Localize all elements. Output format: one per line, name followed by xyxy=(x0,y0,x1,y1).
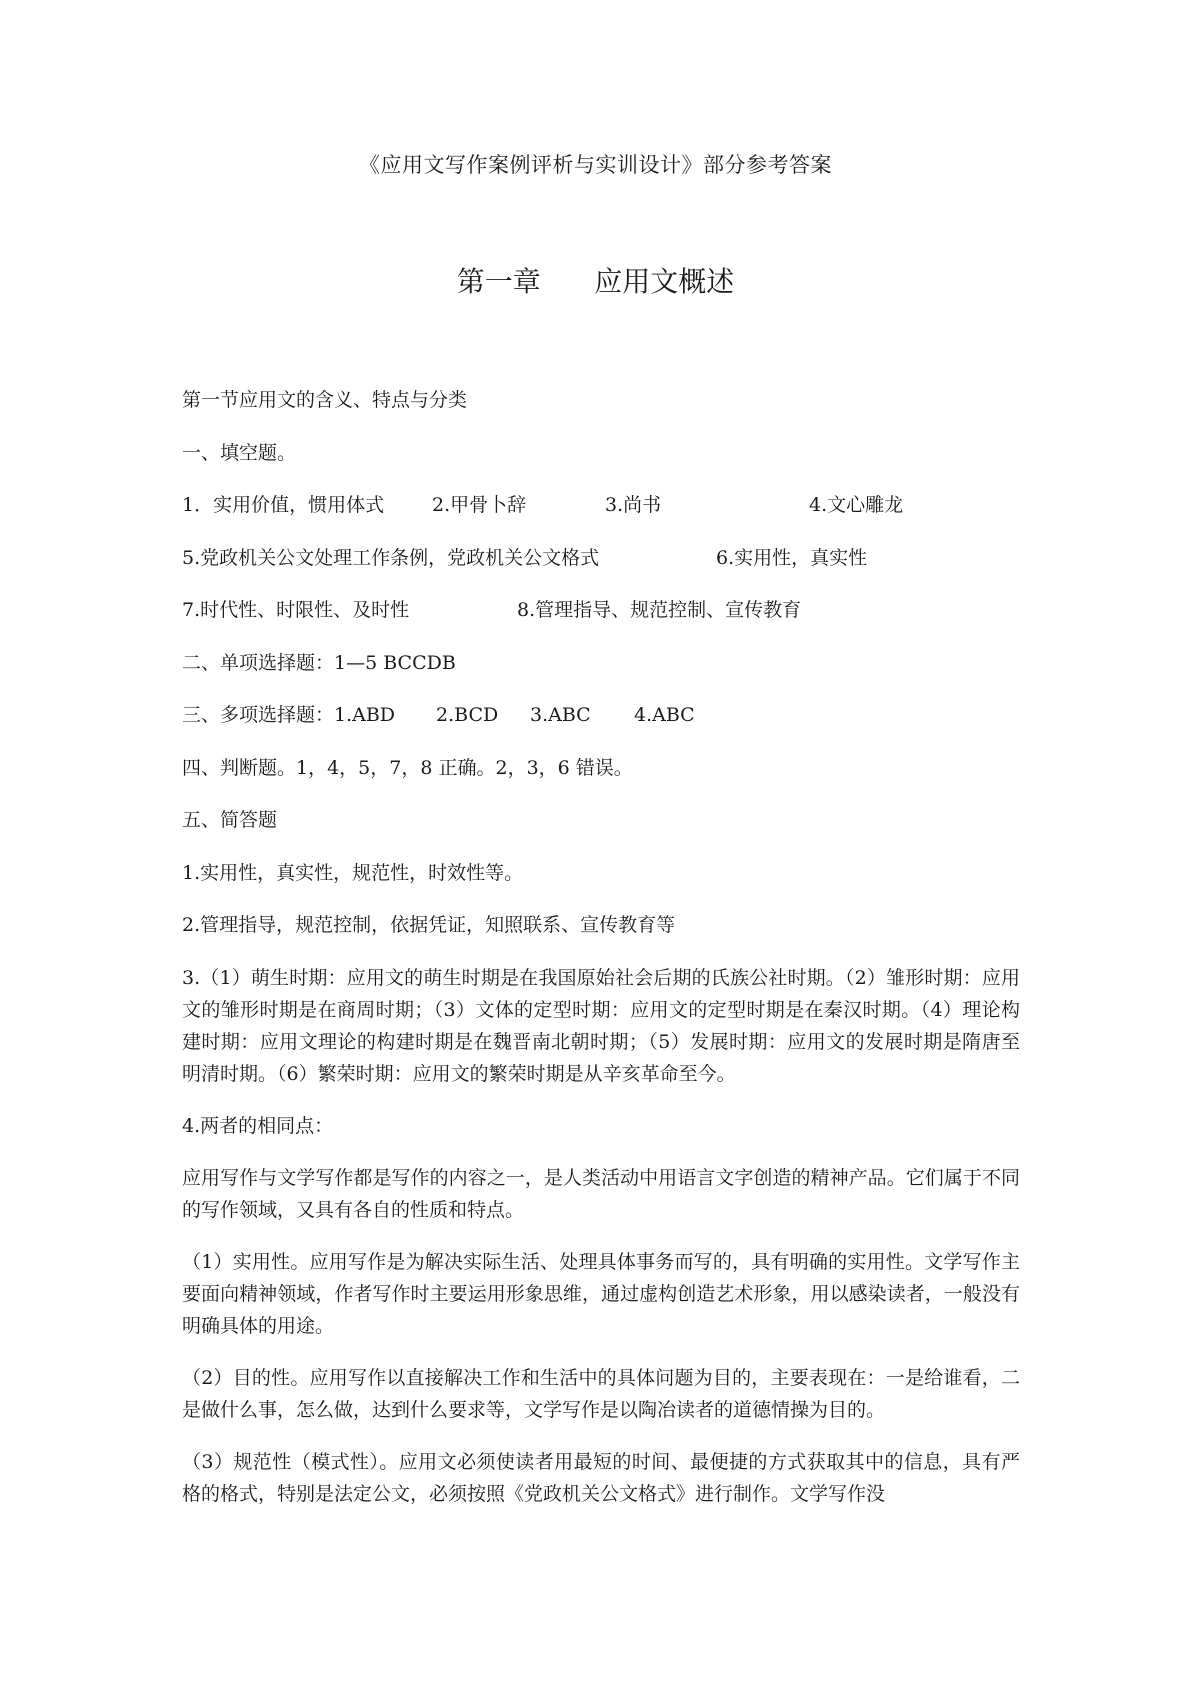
multi-choice-heading: 三、多项选择题：1.ABD xyxy=(182,704,396,726)
short-answer-3: 3.（1）萌生时期：应用文的萌生时期是在我国原始社会后期的氏族公社时期。（2）雏形时期：应用文的雏形时期是在商周时期；（3）文体的定型时期：应用文的定型时期是在秦汉时期。（4）理论构建时期：应用文理论的构建时期是在魏晋南北朝时期；（5）发展时期：应用文的发展时期是隋唐至明清时期。（6）繁荣时期：应用文的繁荣时期是从辛亥革命至今。 xyxy=(182,966,1020,1085)
short-answer-4-heading: 4.两者的相同点： xyxy=(182,1114,334,1137)
short-answer-2: 2.管理指导，规范控制，依据凭证，知照联系、宣传教育等 xyxy=(182,914,676,936)
fill-blank-heading: 一、填空题。 xyxy=(182,441,297,464)
short-answer-4-paragraph-2: （1）实用性。应用写作是为解决实际生活、处理具体事务而写的，具有明确的实用性。文学写作主要面向精神领域，作者写作时主要运用形象思维，通过虚构创造艺术形象，用以感染读者，一般没有明确具体的用途。 xyxy=(182,1250,1020,1337)
document-body xyxy=(182,384,1020,1530)
fill-blank-row-1 xyxy=(182,489,1020,542)
fill-blank-answer-4: 4.文心雕龙 xyxy=(809,494,904,516)
fill-blank-answer-5: 5.党政机关公文处理工作条例，党政机关公文格式 xyxy=(182,546,600,569)
multi-choice-answers xyxy=(182,699,1020,752)
short-answer-4-paragraph-1: 应用写作与文学写作都是写作的内容之一，是人类活动中用语言文字创造的精神产品。它们属于不同的写作领域，又具有各自的性质和特点。 xyxy=(182,1166,1020,1221)
chapter-title: 第一章 应用文概述 xyxy=(456,265,735,298)
fill-blank-answer-1: 1．实用价值，惯用体式 xyxy=(182,494,385,516)
fill-blank-row-2 xyxy=(182,542,1020,595)
section-heading: 第一节应用文的含义、特点与分类 xyxy=(182,389,468,411)
fill-blank-row-3 xyxy=(182,594,1020,647)
short-answer-heading: 五、简答题 xyxy=(182,809,278,831)
multi-choice-answer-3: 3.ABC xyxy=(530,704,591,726)
document-title: 《应用文写作案例评析与实训设计》部分参考答案 xyxy=(359,153,832,177)
fill-blank-answer-6: 6.实用性，真实性 xyxy=(716,546,868,569)
fill-blank-answer-2: 2.甲骨卜辞 xyxy=(432,494,527,516)
multi-choice-answer-2: 2.BCD xyxy=(436,704,499,726)
multi-choice-answer-4: 4.ABC xyxy=(634,704,695,726)
judgement-answers: 四、判断题。1，4，5，7，8 正确。2，3，6 错误。 xyxy=(182,756,633,779)
single-choice-answers: 二、单项选择题：1—5 BCCDB xyxy=(182,651,456,674)
short-answer-4-paragraph-4: （3）规范性（模式性）。应用文必须使读者用最短的时间、最便捷的方式获取其中的信息，具有严格的格式，特别是法定公文，必须按照《党政机关公文格式》进行制作。文学写作没 xyxy=(182,1450,1020,1505)
short-answer-1: 1.实用性，真实性，规范性，时效性等。 xyxy=(182,861,524,884)
fill-blank-answer-3: 3.尚书 xyxy=(605,494,662,516)
short-answer-4-paragraph-3: （2）目的性。应用写作以直接解决工作和生活中的具体问题为目的，主要表现在：一是给谁看，二是做什么事，怎么做，达到什么要求等，文学写作是以陶冶读者的道德情操为目的。 xyxy=(182,1366,1020,1421)
fill-blank-answer-8: 8.管理指导、规范控制、宣传教育 xyxy=(517,599,802,621)
fill-blank-answer-7: 7.时代性、时限性、及时性 xyxy=(182,599,410,621)
